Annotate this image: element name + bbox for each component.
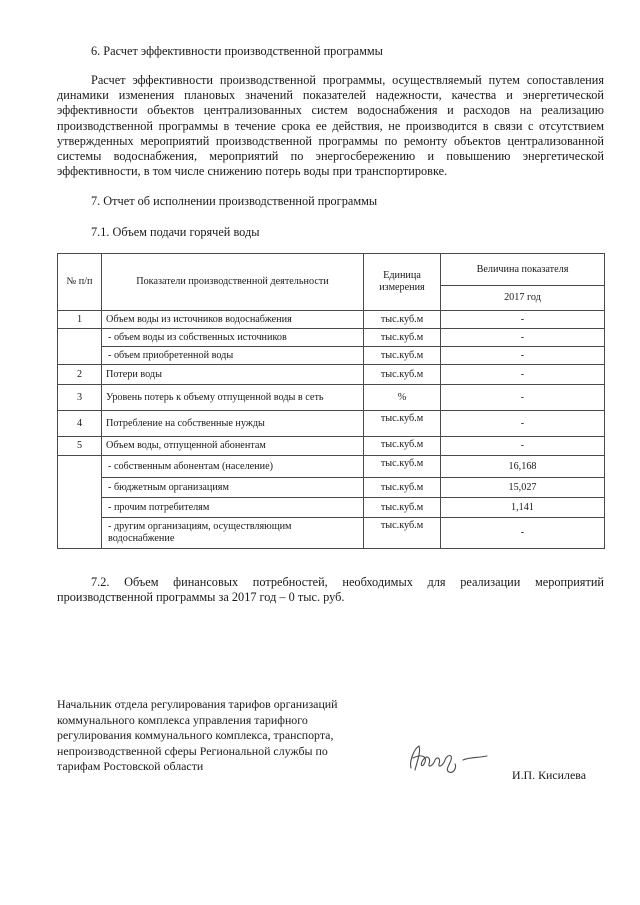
table-row bbox=[58, 498, 605, 518]
row-indicator: Потребление на собственные нужды bbox=[102, 411, 364, 437]
row-num: 5 bbox=[58, 437, 102, 456]
row-num bbox=[58, 456, 102, 549]
section-7-1-heading: 7.1. Объем подачи горячей воды bbox=[91, 225, 260, 239]
row-value: - bbox=[441, 311, 605, 329]
table-row bbox=[58, 385, 605, 411]
row-value: - bbox=[441, 411, 605, 437]
row-indicator: - бюджетным организациям bbox=[102, 478, 364, 498]
header-year: 2017 год bbox=[441, 286, 605, 311]
header-unit: Единица измерения bbox=[364, 254, 441, 311]
signatory-position bbox=[57, 697, 357, 775]
table-row bbox=[58, 518, 605, 549]
row-unit: тыс.куб.м bbox=[364, 311, 441, 329]
row-value: - bbox=[441, 347, 605, 365]
table-header-row bbox=[58, 254, 605, 286]
section-6-heading: 6. Расчет эффективности производственной программы bbox=[91, 44, 383, 58]
signatory-name: И.П. Кисилева bbox=[512, 768, 586, 782]
row-unit: тыс.куб.м bbox=[364, 365, 441, 385]
row-value: 15,027 bbox=[441, 478, 605, 498]
row-unit: тыс.куб.м bbox=[364, 329, 441, 347]
row-unit: тыс.куб.м bbox=[364, 498, 441, 518]
section-7-2-paragraph: 7.2. Объем финансовых потребностей, необходимых для реализации мероприятий производственной программы за 2017 год – 0 тыс. руб. bbox=[57, 575, 604, 605]
row-unit: тыс.куб.м bbox=[364, 456, 441, 478]
row-indicator: Потери воды bbox=[102, 365, 364, 385]
handwritten-signature-icon bbox=[405, 738, 500, 778]
row-indicator: Объем воды, отпущенной абонентам bbox=[102, 437, 364, 456]
row-unit: тыс.куб.м bbox=[364, 347, 441, 365]
table-row bbox=[58, 329, 605, 347]
table-row bbox=[58, 456, 605, 478]
row-value: - bbox=[441, 329, 605, 347]
table-row bbox=[58, 365, 605, 385]
position-line: регулирования коммунального комплекса, транспорта, bbox=[57, 728, 334, 743]
row-unit: тыс.куб.м bbox=[364, 478, 441, 498]
position-line: непроизводственной сферы Региональной службы по bbox=[57, 743, 328, 758]
row-num: 1 bbox=[58, 311, 102, 329]
table-row bbox=[58, 437, 605, 456]
row-indicator: - прочим потребителям bbox=[102, 498, 364, 518]
row-num: 2 bbox=[58, 365, 102, 385]
header-value-group: Величина показателя bbox=[441, 254, 605, 286]
row-num bbox=[58, 329, 102, 365]
header-num: № п/п bbox=[58, 254, 102, 311]
row-unit: тыс.куб.м bbox=[364, 411, 441, 437]
row-value: - bbox=[441, 385, 605, 411]
row-value: - bbox=[441, 437, 605, 456]
row-num: 3 bbox=[58, 385, 102, 411]
row-indicator: - другим организациям, осуществляющим водоснабжение bbox=[102, 518, 364, 549]
row-unit: % bbox=[364, 385, 441, 411]
row-unit: тыс.куб.м bbox=[364, 518, 441, 549]
position-line: Начальник отдела регулирования тарифов организаций bbox=[57, 697, 338, 711]
table-row bbox=[58, 311, 605, 329]
row-value: - bbox=[441, 365, 605, 385]
table-row bbox=[58, 478, 605, 498]
row-indicator: - объем воды из собственных источников bbox=[102, 329, 364, 347]
row-indicator: Объем воды из источников водоснабжения bbox=[102, 311, 364, 329]
section-7-heading: 7. Отчет об исполнении производственной программы bbox=[91, 194, 378, 208]
row-value: 1,141 bbox=[441, 498, 605, 518]
row-value: - bbox=[441, 518, 605, 549]
row-num: 4 bbox=[58, 411, 102, 437]
table-row bbox=[58, 411, 605, 437]
position-line: тарифам Ростовской области bbox=[57, 759, 204, 774]
header-indicator: Показатели производственной деятельности bbox=[102, 254, 364, 311]
section-6-paragraph: Расчет эффективности производственной программы, осуществляемый путем сопоставления динамики изменения плановых значений показателей надежности, качества и энергетической эффективности объектов централизованных систем водоснабжения и расходов на реализацию производственной программы в течение срока ее действия, не производится в связи с отсутствием утвержденных мероприятий производственной программы по ремонту объектов централизованной системы водоснабжения, мероприятий по энергосбережению и повышению энергетической эффективности, в том числе снижению потерь воды при транспортировке. bbox=[57, 73, 604, 179]
row-indicator: Уровень потерь к объему отпущенной воды в сеть bbox=[102, 385, 364, 411]
position-line: коммунального комплекса управления тарифного bbox=[57, 712, 308, 727]
row-value: 16,168 bbox=[441, 456, 605, 478]
row-indicator: - объем приобретенной воды bbox=[102, 347, 364, 365]
hot-water-volume-table bbox=[57, 253, 605, 549]
row-indicator: - собственным абонентам (население) bbox=[102, 456, 364, 478]
table-row bbox=[58, 347, 605, 365]
row-unit: тыс.куб.м bbox=[364, 437, 441, 456]
